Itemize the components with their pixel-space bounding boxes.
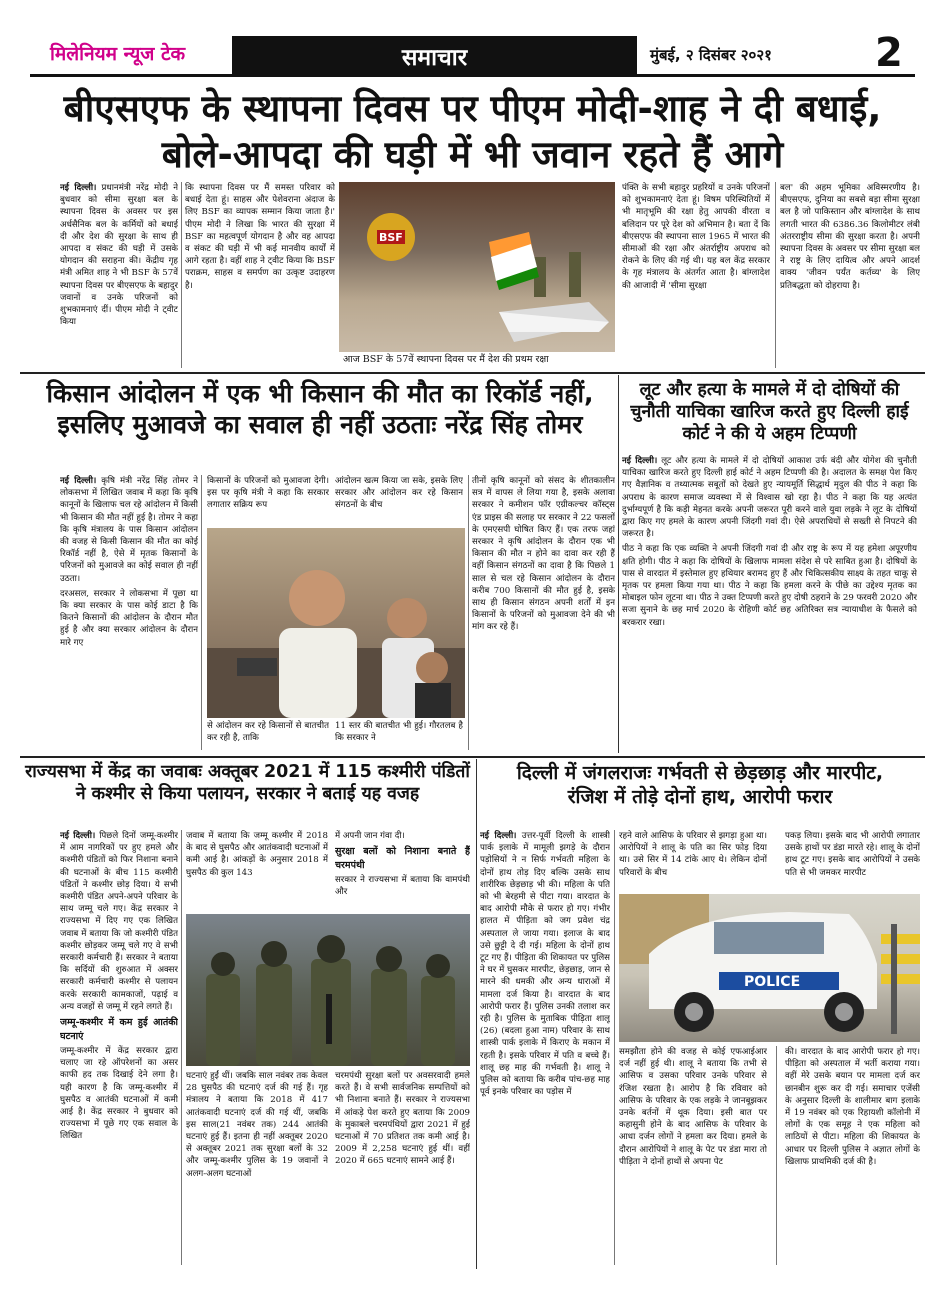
story4-headline — [20, 762, 475, 806]
story1-text-c4: बल' की अहम भूमिका अविस्मरणीय है। बीएसएफ, दुनिया का सबसे बड़ा सीमा सुरक्षा बल है जो पाकिस्तान और बांग्लादेश के साथ लगती भारत की 6386.36 किलोमीटर लंबी अंतरराष्ट्रीय सीमा की सुरक्षा करता है। अपनी स्थापना दिवस के अवसर पर सीमा सुरक्षा बल ने राष्ट्र के लिए दायित्व और अपने आदर्श वाक्य 'जीवन पर्यंत कर्तव्य' के लिए प्रतिबद्धता को दोहराया है। — [780, 183, 920, 291]
story1-text-c3: पंक्ति के सभी बहादुर प्रहरियों व उनके परिजनों को शुभकामनाएं देता हूं। विषम परिस्थितियों में भी मातृभूमि की रक्षा हेतु आपकी वीरता व बलिदान पर पूरे देश को अभिमान है। बता दें कि बीएसएफ की स्थापना साल 1965 में भारत की सीमाओं की रक्षा और अंतर्राष्ट्रीय अपराध को रोकने के लिए की गई थी। यह बल केंद्र सरकार के गृह मंत्रालय के अंतर्गत आता है। बांग्लादेश की आजादी में 'सीमा सुरक्षा — [622, 183, 770, 291]
story4-headline-line1: राज्यसभा में केंद्र का जवाबः अक्तूबर 2021 में 115 कश्मीरी पंडितों — [25, 762, 470, 782]
page-number: 2 — [875, 30, 903, 76]
story1-col4 — [780, 182, 920, 368]
story1-col1 — [60, 182, 178, 368]
dateline: नई दिल्ली। — [60, 476, 97, 486]
dateline: नई दिल्ली। — [622, 456, 658, 466]
story4-text-c3a: सरकार ने राज्यसभा में बताया कि वामपंथी और — [335, 875, 470, 898]
story5-text-c2b: समझौता होने की वजह से कोई एफआईआर दर्ज नहीं हुई थी। शालू ने बताया कि तभी से आसिफ व उसका परिवार उनके परिवार से रंजिश रखता है। आरोप है कि रविवार को आसिफ के परिवार के एक लड़के ने जानबूझकर उनके बर्तनों में थूक दिया। इसी बात पर कहासुनी होने के बाद आसिफ के परिवार के आधा दर्जन लोगों ने हमला कर दिया। हमले के दौरान आरोपियों ने शालू के पेट पर डंडा मारा तो पीड़िता ने दोनों हाथों से अपना पेट — [619, 1047, 767, 1167]
story3-text-p1: लूट और हत्या के मामले में दो दोषियों आकाश उर्फ बंदी और योगेश की चुनौती याचिका खारिज करते हुए दिल्ली हाई कोर्ट ने अहम टिप्पणी की है। अदालत के समक्ष पेश किए गए वैज्ञानिक व तथ्यात्मक सबूतों को देखते हुए न्यायमूर्ति सिद्धार्थ मृदुल की पीठ ने कहा कि अपराध के कारण समाज व्यवस्था में से विश्वास खो रहा है। पीठ ने कहा कि यह अत्यंत दुर्भाग्यपूर्ण है कि कड़ी मेहनत करके अपनी जरूरत पूरी करने वाले युवा लड़के ने लूट के दोषियों द्वारा किए गए हमले के कारण अपनी जिंदगी गवां दी। ऐसे अपराधियों से सख्ती से निपटने की जरूरत है। — [622, 456, 917, 540]
story5-col2-top — [619, 830, 767, 892]
story3-text-p2: पीठ ने कहा कि एक व्यक्ति ने अपनी जिंदगी गवां दी और राष्ट्र के रूप में यह हमेशा अपूरणीय क्षति होगी। पीठ ने कहा कि दोषियों के खिलाफ मामला संदेश से परे साबित हुआ है। दोषियों के पास से वारदात में इस्तेमाल हुए हथियार बरामद हुए हैं और चिकित्सकीय साक्ष्य के तहत चाकू से मृतक पर हमला किया गया था। पीठ ने कहा कि हमला करने के पीछे का उद्देश्य मृतक का मोबाइल फोन लूटना था। पीठ ने उक्त टिप्पणी करते हुए दोषी ठहराने के 29 फरवरी 2020 और सजा सुनाने के छह मार्च 2020 के रोहिणी कोर्ट छह अतिरिक्त सत्र न्यायाधीश के फैसले को बरकरार रखा। — [622, 544, 917, 628]
police-label: POLICE — [744, 974, 801, 990]
story1-col2 — [185, 182, 335, 368]
story2-headline — [20, 378, 620, 441]
section-title: समाचार — [401, 45, 468, 71]
story3-headline-line2: चुनौती याचिका खारिज करते हुए दिल्ली हाई — [630, 401, 909, 422]
story4-subhead-1: जम्मू-कश्मीर में कम हुई आतंकी घटनाएं — [60, 1017, 178, 1042]
masthead — [0, 0, 945, 82]
story4-text-c3b: चरमपंथी सुरक्षा बलों पर अवसरवादी हमले करते हैं। वे सभी सार्वजनिक सम्पत्तियों को भी निशाना बनाते हैं। सरकार ने राज्यसभा में आंकड़े पेश करते हुए बताया कि 2009 के मुकाबले चरमपंथियों द्वारा 2021 में हुई घटनाओं में 70 प्रतिशत तक कमी आई है। 2009 में 2,258 घटनाएं हुई थीं। वहीं 2020 में 665 घटनाएं सामने आई हैं। — [335, 1071, 470, 1167]
police-photo-art — [619, 894, 920, 1042]
story5-text-c1: उत्तर-पूर्वी दिल्ली के शास्त्री पार्क इलाके में मामूली झगड़े के दौरान पड़ोसियों ने न सिर्फ गर्भवती महिला के दोनों हाथ तोड़ दिए बल्कि उसके साथ शारीरिक छेड़छाड़ भी की। महिला के पति को भी बेरहमी से पीटा गया। वारदात के बाद आरोपी मौके से फरार हो गए। गंभीर हालत में पीड़िता को जग प्रवेश चंद्र अस्पताल ले जाया गया। इलाज के बाद उसे छुट्टी दे दी गई। महिला के दोनों हाथ टूट गए हैं। पीड़िता की शिकायत पर पुलिस ने घर में घुसकर मारपीट, छेड़छाड़, जान से मारने की धमकी और अन्य धाराओं में मामला दर्ज किया है। वारदात के बाद आरोपी फरार हैं। पुलिस उनकी तलाश कर रही है। पुलिस के मुताबिक पीड़िता शालू (26) (बदला हुआ नाम) परिवार के साथ शास्त्री पार्क इलाके में किराए के मकान में रहती है। इसके परिवार में पति व बच्चे हैं। शालू छह माह की गर्भवती है। शालू ने पुलिस को बताया कि करीब पांच-छह माह पूर्व इनके परिवार का पड़ोस में — [480, 831, 610, 1098]
story4-text-c2b: घटनाएं हुईं थीं। जबकि साल नवंबर तक केवल 28 घुसपैठ की घटनाएं दर्ज की गई हैं। गृह मंत्रालय ने बताया कि 2018 में 417 आतंकवादी घटनाएं दर्ज की गई थीं, जबकि इस साल(21 नवंबर तक) 244 आतंकी घटनाएं हुई हैं। इतना ही नहीं अक्तूबर 2020 से अक्तूबर 2021 तक सुरक्षा बलों के 32 और जम्मू-कश्मीर पुलिस के 19 जवानों ने अलग-अलग घटनाओं — [186, 1071, 328, 1179]
story2-col3-bottom — [335, 720, 463, 750]
story4-col2-bottom — [186, 1070, 328, 1265]
story3-headline-line3: कोर्ट ने की ये अहम टिप्पणी — [682, 423, 857, 444]
story5-headline — [480, 762, 920, 810]
story5-col3-bottom — [785, 1046, 920, 1265]
story2-text-c1: कृषि मंत्री नरेंद्र सिंह तोमर ने लोकसभा में लिखित जवाब में कहा कि कृषि कानूनों के खिलाफ चल रहे आंदोलन में किसी भी किसान की मौत नहीं हुई है। तोमर ने कहा कि कृषि मंत्रालय के पास किसान आंदोलन की वजह से किसी किसान की मौत का कोई रिकॉर्ड नहीं है, ऐसे में मृतक किसानों के परिजनों को मुआवजे का कोई सवाल ही नहीं उठता। — [60, 476, 198, 584]
story4-text-c3: में अपनी जान गंवा दी। — [335, 831, 405, 841]
story2-text-c2b: से आंदोलन कर रहे किसानों से बातचीत कर रही है, ताकि — [207, 721, 329, 744]
story4-col3-bottom — [335, 1070, 470, 1265]
story2-text-c3: आंदोलन खत्म किया जा सके, इसके लिए सरकार और आंदोलन कर रहे किसान संगठनों के बीच — [335, 476, 463, 511]
tomar-photo-art — [207, 528, 465, 718]
story4-text-c2: जवाब में बताया कि जम्मू कश्मीर में 2018 के बाद से घुसपैठ और आतंकवादी घटनाओं में कमी आई है। आंकड़ों के अनुसार 2018 में घुसपैठ की कुल 143 — [186, 831, 328, 878]
story3-body — [622, 455, 917, 751]
story5-col1 — [480, 830, 610, 1265]
security-forces-photo — [186, 914, 470, 1066]
story1-text-c2: कि स्थापना दिवस पर मैं समस्त परिवार को बधाई देता हूं। साहस और पेशेवराना अंदाज के लिए BSF का व्यापक सम्मान किया जाता है।' पीएम मोदी ने लिखा कि भारत की सुरक्षा में BSF का महत्वपूर्ण योगदान है और वह आपदा व संकट की घड़ी में भी कई मानवीय कार्यों में आगे रहता है। वहीं शाह ने ट्वीट किया कि BSF पराक्रम, साहस व समर्पण का उत्कृष्ट उदाहरण है। — [185, 183, 335, 291]
security-forces-photo-art — [186, 914, 470, 1066]
story5-headline-line1: दिल्ली में जंगलराजः गर्भवती से छेड़छाड़ और मारपीट, — [516, 762, 884, 784]
story4-headline-line2: ने कश्मीर से किया पलायन, सरकार ने बताई यह वजह — [75, 783, 420, 804]
story2-text-c2: किसानों के परिजनों को मुआवजा देगी। इस पर कृषि मंत्री ने कहा कि सरकार लगातार सक्रिय रूप — [207, 476, 329, 511]
story2-text-c3b: 11 स्तर की बातचीत भी हुई। गौरतलब है कि सरकार ने — [335, 721, 463, 744]
story5-col2-bottom — [619, 1046, 767, 1265]
story5-col3-top — [785, 830, 920, 892]
story4-col2-top — [186, 830, 328, 912]
story1-col3 — [622, 182, 770, 368]
story5-text-c3: पकड़ लिया। इसके बाद भी आरोपी लगातार उसके हाथों पर डंडा मारते रहे। शालू के दोनों हाथ टूट गए। इसके बाद आरोपियों ने उसके पति से भी जमकर मारपीट — [785, 831, 920, 878]
story4-col3-top — [335, 830, 470, 912]
story2-text-c1b: दरअसल, सरकार ने लोकसभा में पूछा था कि क्या सरकार के पास कोई डाटा है कि कितने किसानों की आंदोलन के दौरान मौत हुई है और क्या सरकार आंदोलन के दौरान मारे गए — [60, 588, 198, 648]
story4-text-c1b: जम्मू-कश्मीर में केंद्र सरकार द्वारा चलाए जा रहे ऑपरेशनों का असर काफी हद तक दिखाई देने लगा है। यही कारण है कि जम्मू-कश्मीर में घुसपैठ व आतंकी घटनाओं में कमी आई है। केंद्र सरकार ने बुधवार को राज्यसभा में पूछे गए एक सवाल के लिखित — [60, 1046, 178, 1142]
story1-headline — [20, 86, 925, 179]
story2-col2-top — [207, 475, 329, 527]
story1-text-c1: प्रधानमंत्री नरेंद्र मोदी ने बुधवार को सीमा सुरक्षा बल के स्थापना दिवस के अवसर पर इस अर्धसैनिक बल के कर्मियों को बधाई दी और देश की सुरक्षा के साथ ही आपदा व संकट की घड़ी में उसके योगदान की सराहना की। केंद्रीय गृह मंत्री अमित शाह ने भी BSF के 57वें स्थापना दिवस पर बीएसएफ के बहादुर जवानों व उनके परिजनों को शुभकामनाएं दीं। पीएम मोदी ने ट्वीट किया — [60, 183, 178, 328]
story2-col2-bottom — [207, 720, 329, 750]
dateline: नई दिल्ली। — [480, 831, 517, 841]
bsf-photo — [339, 182, 615, 352]
story2-col3-top — [335, 475, 463, 527]
brand-name: मिलेनियम न्यूज टेक — [50, 43, 186, 65]
story4-subhead-2: सुरक्षा बलों को निशाना बनाते हैं चरमपंथी — [335, 846, 470, 871]
story4-col1 — [60, 830, 178, 1265]
bsf-logo-text: BSF — [379, 231, 403, 244]
story5-text-c3b: की। वारदात के बाद आरोपी फरार हो गए। पीड़िता को अस्पताल में भर्ती कराया गया। वहीं मेरे उसके बयान पर मामला दर्ज कर छानबीन शुरू कर दी गई। समाचार एजेंसी के अनुसार दिल्ली के शालीमार बाग इलाके में 19 नवंबर को एक रिहायशी कॉलोनी में लोगों के एक समूह ने एक महिला को लाठियों से पीटा। महिला की शिकायत के आधार पर दिल्ली पुलिस ने अज्ञात लोगों के खिलाफ प्राथमिकी दर्ज की है। — [785, 1047, 920, 1167]
issue-date: मुंबई, २ दिसंबर २०२१ — [650, 46, 772, 64]
masthead-line — [30, 74, 915, 77]
story2-headline-line1: किसान आंदोलन में एक भी किसान की मौत का रिकॉर्ड नहीं, — [46, 379, 594, 408]
story3-headline — [622, 380, 917, 446]
story1-headline-line1: बीएसएफ के स्थापना दिवस पर पीएम मोदी-शाह ने दी बधाई, — [63, 87, 882, 130]
story5-headline-line2: रंजिश में तोड़े दोनों हाथ, आरोपी फरार — [567, 785, 833, 808]
dateline: नई दिल्ली। — [60, 183, 97, 193]
story2-col4 — [472, 475, 615, 750]
story1-headline-line2: बोले-आपदा की घड़ी में भी जवान रहते हैं आगे — [161, 133, 784, 177]
story2-col1 — [60, 475, 198, 750]
story3-headline-line1: लूट और हत्या के मामले में दो दोषियों की — [639, 380, 900, 400]
police-photo — [619, 894, 920, 1042]
story1-photo-caption: आज BSF के 57वें स्थापना दिवस पर मैं देश की प्रथम रक्षा — [339, 352, 615, 368]
tomar-photo — [207, 528, 465, 718]
dateline: नई दिल्ली। — [60, 831, 96, 841]
story2-headline-line2: इसलिए मुआवजे का सवाल ही नहीं उठताः नरेंद्र सिंह तोमर — [57, 410, 583, 440]
story5-text-c2: रहने वाले आसिफ के परिवार से झगड़ा हुआ था। आरोपियों ने शालू के पति का सिर फोड़ दिया था। उसे सिर में 14 टांके आए थे। लेकिन दोनों परिवारों के बीच — [619, 831, 767, 878]
bsf-photo-art — [339, 182, 615, 352]
story4-text-c1: पिछले दिनों जम्मू-कश्मीर में आम नागरिकों पर हुए हमले और कश्मीरी पंडितों को फिर निशाना बनाने की घटनाओं के बीच 115 कश्मीरी पंडितों ने कश्मीर छोड़ दिया। ये सभी कश्मीरी पंडित अपने-अपने परिवार के साथ जम्मू चले गए। केंद्र सरकार ने राज्यसभा में दिए गए एक लिखित जवाब में बताया कि जो कश्मीरी पंडित कश्मीर छोड़कर जम्मू चले गए वे सभी सरकारी कर्मचारी हैं। सरकार ने बताया कि सर्दियों की शुरुआत में अक्सर सरकारी कर्मचारी कश्मीर से पलायन करके सरकारी कामकाजों, पढ़ाई व अन्य वजहों से जम्मू में रहने लगते हैं। — [60, 831, 178, 1012]
story2-text-c4: तीनों कृषि कानूनों को संसद के शीतकालीन सत्र में वापस ले लिया गया है, इसके अलावा सरकार ने कमीशन फॉर एग्रीकल्चर कॉस्ट्स एंड प्राइस की सलाह पर सरकार ने 22 फसलों के एमएसपी घोषित किए हैं। एक तरफ जहां सरकार ने कृषि आंदोलन के दौरान एक भी किसान की मौत न होने का दावा कर रही हैं वहीं किसान संगठनों का दावा है कि पिछले 1 साल से चल रहे किसान आंदोलन के दौरान करीब 700 किसानों की मौत हुई है, इसके साथ ही किसान संगठन अपनी शर्तों में इन किसानों के परिजनों को मुआवजा देने की भी मांग कर रहे हैं। — [472, 476, 615, 633]
